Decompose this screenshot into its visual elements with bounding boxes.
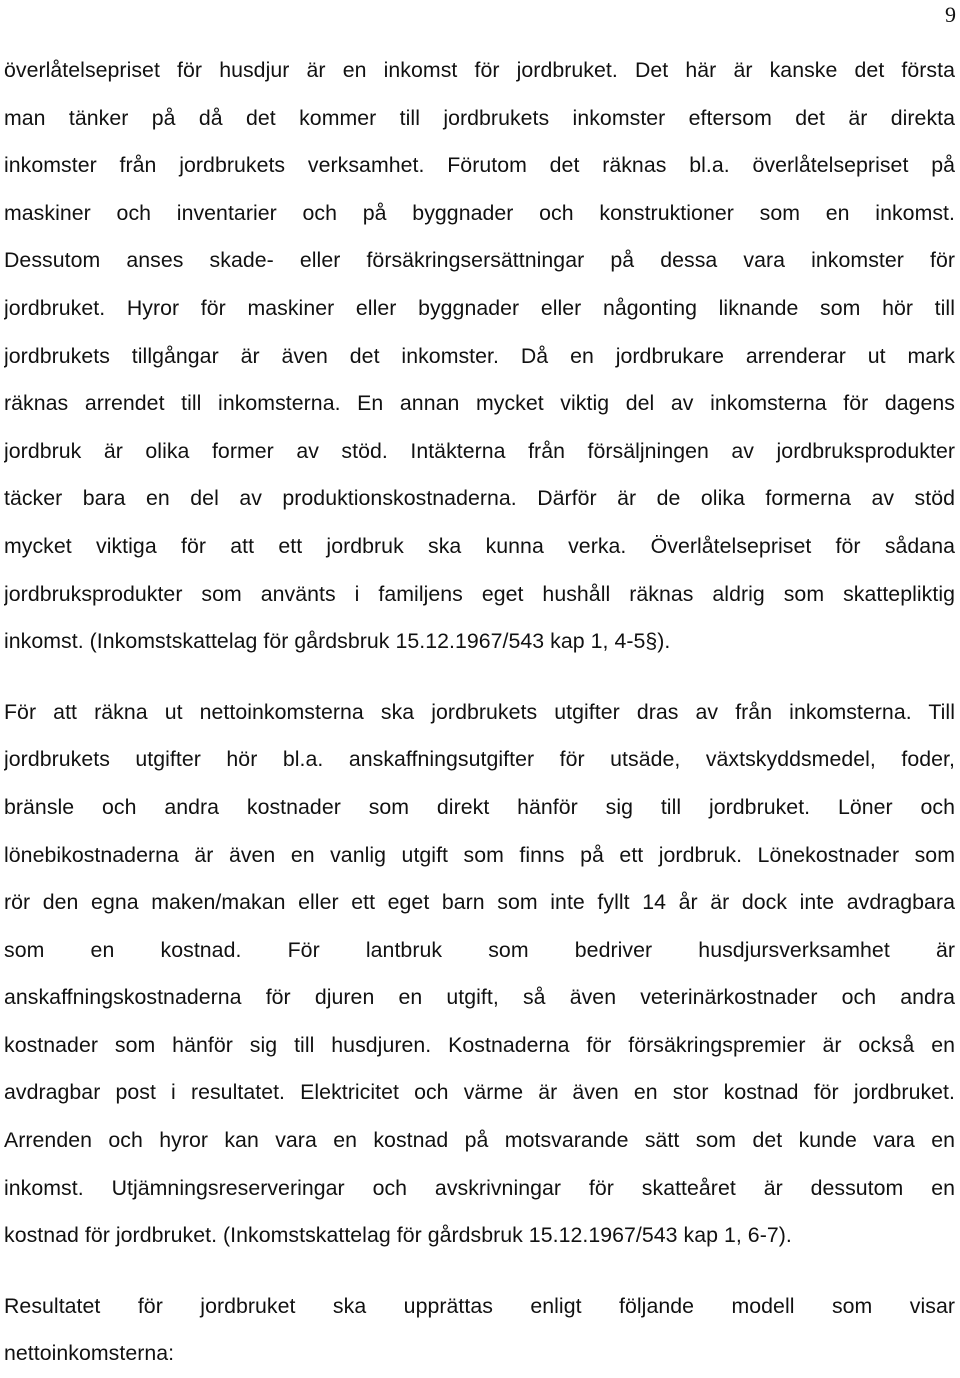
- text-line: nettoinkomsterna:: [4, 1341, 175, 1366]
- text-line: mycket viktiga för att ett jordbruk ska kunna verka. Överlåtelsepriset för sådana: [4, 533, 955, 558]
- text-line: maskiner och inventarier och på byggnader och konstruktioner som en inkomst.: [4, 200, 955, 225]
- text-line: kostnader som hänför sig till husdjuren. Kostnaderna för försäkringspremier är också en: [4, 1032, 955, 1057]
- text-line: jordbrukets utgifter hör bl.a. anskaffningsutgifter för utsäde, växtskyddsmedel, foder,: [4, 747, 955, 772]
- page-number: 9: [945, 2, 956, 27]
- text-line: jordbruket. Hyror för maskiner eller byggnader eller någonting liknande som hör till: [4, 295, 955, 320]
- text-line: inkomst. Utjämningsreserveringar och avskrivningar för skatteåret är dessutom en: [4, 1175, 955, 1200]
- text-line: kostnad för jordbruket. (Inkomstskattelag för gårdsbruk 15.12.1967/543 kap 1, 6-7).: [4, 1223, 792, 1248]
- text-line: anskaffningskostnaderna för djuren en utgift, så även veterinärkostnader och andra: [4, 985, 955, 1010]
- text-line: inkomster från jordbrukets verksamhet. Förutom det räknas bl.a. överlåtelsepriset på: [4, 153, 955, 178]
- text-line: jordbruk är olika former av stöd. Intäkterna från försäljningen av jordbruksprodukter: [4, 438, 955, 463]
- text-line: man tänker på då det kommer till jordbrukets inkomster eftersom det är direkta: [4, 105, 955, 130]
- text-line: täcker bara en del av produktionskostnaderna. Därför är de olika formerna av stöd: [4, 486, 955, 511]
- text-line: För att räkna ut nettoinkomsterna ska jordbrukets utgifter dras av från inkomsterna. Till: [4, 699, 955, 724]
- text-line: jordbruksprodukter som använts i familjens eget hushåll räknas aldrig som skattepliktig: [4, 581, 955, 606]
- text-line: lönebikostnaderna är även en vanlig utgift som finns på ett jordbruk. Lönekostnader som: [4, 842, 955, 867]
- text-line: inkomst. (Inkomstskattelag för gårdsbruk 15.12.1967/543 kap 1, 4-5§).: [4, 629, 671, 654]
- paragraph-result-model: [4, 1283, 955, 1378]
- text-line: Dessutom anses skade- eller försäkringsersättningar på dessa vara inkomster för: [4, 248, 955, 273]
- text-line: rör den egna maken/makan eller ett eget barn som inte fyllt 14 år är dock inte avdragbara: [4, 890, 955, 915]
- text-line: avdragbar post i resultatet. Elektricitet och värme är även en stor kostnad för jordbruket.: [4, 1080, 955, 1105]
- text-line: Arrenden och hyror kan vara en kostnad på motsvarande sätt som det kunde vara en: [4, 1128, 955, 1153]
- text-line: räknas arrendet till inkomsterna. En annan mycket viktig del av inkomsterna för dagens: [4, 391, 955, 416]
- text-line: som en kostnad. För lantbruk som bedriver husdjursverksamhet är: [4, 937, 955, 962]
- text-line: bränsle och andra kostnader som direkt hänför sig till jordbruket. Löner och: [4, 794, 955, 819]
- text-line: Resultatet för jordbruket ska upprättas enligt följande modell som visar: [4, 1293, 955, 1318]
- paragraph-income: [4, 47, 955, 666]
- text-line: jordbrukets tillgångar är även det inkomster. Då en jordbrukare arrenderar ut mark: [4, 343, 955, 368]
- document-body: [4, 47, 955, 1378]
- paragraph-expenses: [4, 689, 955, 1260]
- text-line: överlåtelsepriset för husdjur är en inkomst för jordbruket. Det här är kanske det första: [4, 58, 955, 82]
